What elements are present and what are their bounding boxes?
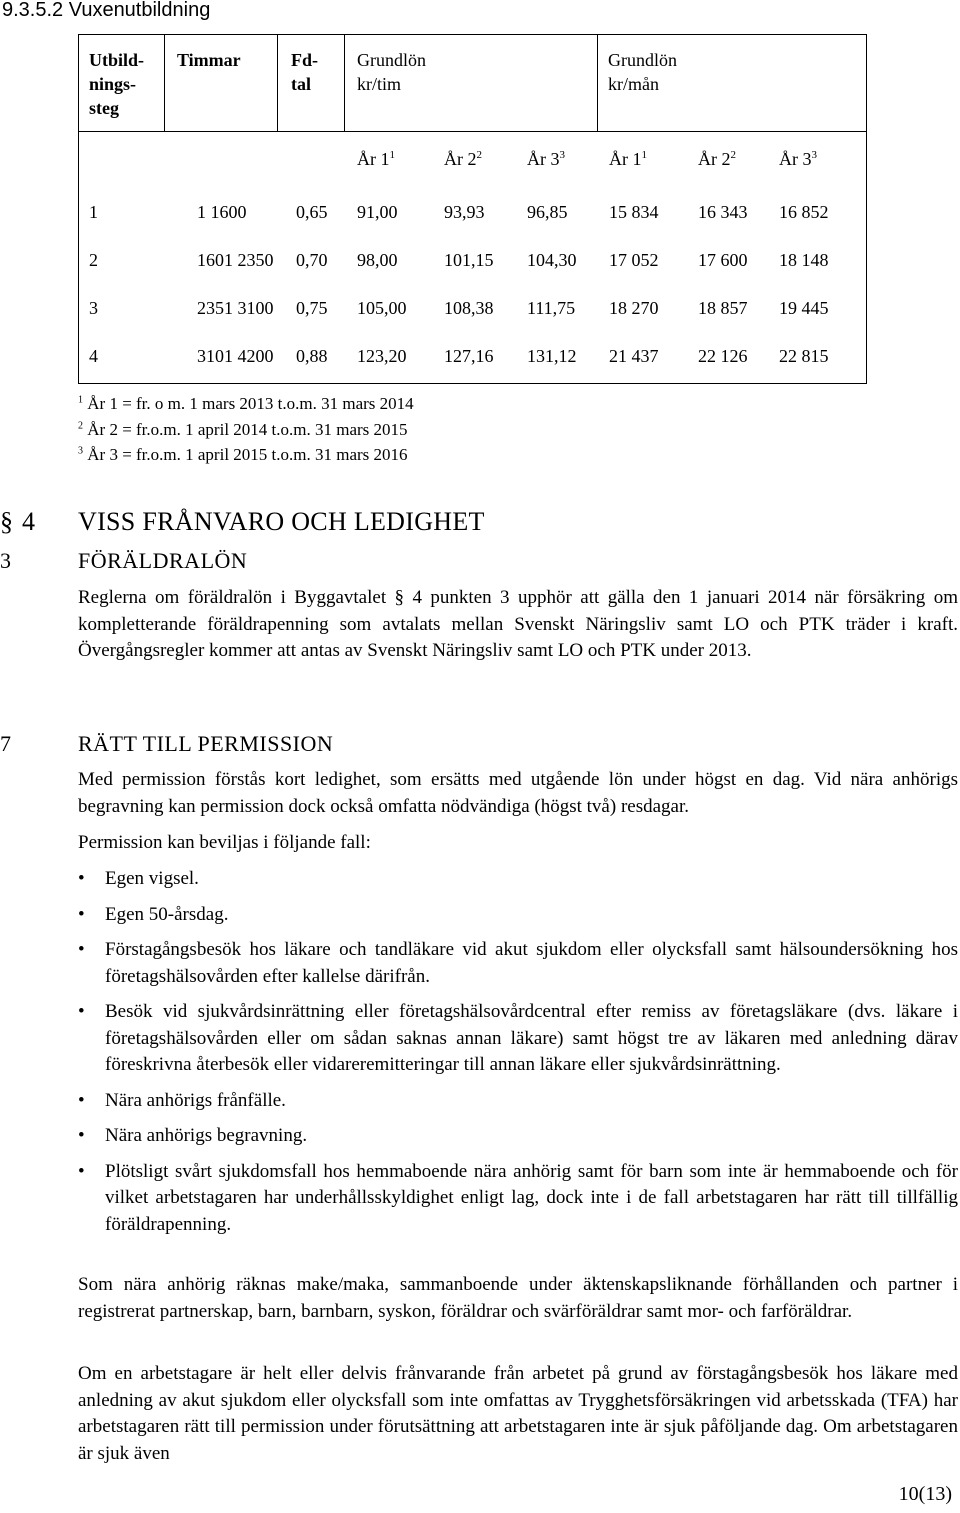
table-cell-t3: 104,30 — [527, 250, 577, 270]
table-cell-steg: 3 — [89, 298, 98, 318]
table-cell-t3: 111,75 — [527, 298, 576, 318]
year-label: År $2^2$ — [444, 149, 482, 169]
header-fdtal: Fd- tal — [291, 50, 318, 94]
year-label: År $1^1$ — [357, 149, 395, 169]
section-sign: § — [0, 507, 14, 536]
header-grundlon-man: Grundlön kr/mån — [608, 50, 677, 94]
table-cell-t1: 105,00 — [357, 298, 407, 318]
table-cell-m1: 15 834 — [609, 202, 659, 222]
table-cell-t2: 93,93 — [444, 202, 485, 222]
table-cell-timmar: 3101 4200 — [197, 346, 274, 366]
footnote: $^2$ År 2 = fr.o.m. 1 april 2014 t.o.m. 31 mars 2015 — [78, 420, 408, 439]
list-item: • Förstagångsbesök hos läkare och tandläkare vid akut sjukdom eller olycksfall samt hälsoundersökning hos företagshälsovården efter kallelse därifrån. — [78, 939, 958, 987]
table-cell-m2: 22 126 — [698, 346, 748, 366]
list-item: • Besök vid sjukvårdsinrättning eller företagshälsovårdcentral efter remiss av företagsläkare (dvs. läkare i företagshälsovården eller om sådan saknas annan läkare) samt högst tre av läkaren med anledning därav föreskrivna återbesök eller vidareremitteringar till annan läkare eller sjukvårdsinrättning. — [78, 1001, 958, 1075]
table-cell-m3: 22 815 — [779, 346, 829, 366]
list-item: • Nära anhörigs begravning. — [78, 1125, 308, 1146]
section-heading: 9.3.5.2 Vuxenutbildning — [2, 0, 211, 21]
table-cell-m3: 19 445 — [779, 298, 829, 318]
table-cell-fd: 0,75 — [296, 298, 328, 318]
footnote: $^1$ År 1 = fr. o m. 1 mars 2013 t.o.m. 31 mars 2014 — [78, 394, 414, 413]
table-cell-timmar: 1 1600 — [197, 202, 247, 222]
section-title: VISS FRÅNVARO OCH LEDIGHET — [78, 507, 485, 536]
table-cell-steg: 4 — [89, 346, 98, 366]
table-cell-m3: 16 852 — [779, 202, 829, 222]
section-number: 4 — [22, 507, 36, 536]
table-cell-timmar: 1601 2350 — [197, 250, 274, 270]
year-label: År $1^1$ — [609, 149, 647, 169]
table-cell-t2: 127,16 — [444, 346, 494, 366]
permission-cases-intro: Permission kan beviljas i följande fall: — [78, 832, 371, 853]
header-steg: Utbild- nings- steg — [89, 50, 145, 118]
table-cell-m2: 17 600 — [698, 250, 748, 270]
page-number: 10(13) — [898, 1483, 952, 1505]
table-cell-t1: 98,00 — [357, 250, 398, 270]
table-cell-t1: 123,20 — [357, 346, 407, 366]
table-cell-m1: 18 270 — [609, 298, 659, 318]
permission-list — [78, 866, 958, 1238]
subsection-7-heading: 7 RÄTT TILL PERMISSION — [0, 731, 334, 756]
subsection-3-heading: 3 FÖRÄLDRALÖN — [0, 548, 248, 573]
parental-pay-paragraph: Reglerna om föräldralön i Byggavtalet § 4 punkten 3 upphör att gälla den 1 januari 2014 när försäkring om kompletterande föräldrapenning som avtalats mellan Svenskt Näringsliv samt LO och PTK träder i kraft. Övergångsregler kommer att antas av Svenskt Näringsliv samt LO och PTK under 2013. — [78, 587, 958, 661]
year-label: År $2^2$ — [698, 149, 736, 169]
table-cell-m1: 17 052 — [609, 250, 659, 270]
table-cell-steg: 1 — [89, 202, 98, 222]
list-item: • Nära anhörigs frånfälle. — [78, 1089, 286, 1111]
header-grundlon-tim: Grundlön kr/tim — [357, 50, 426, 94]
year-label: År $3^3$ — [779, 149, 817, 169]
table-cell-t2: 101,15 — [444, 250, 494, 270]
table-cell-t3: 131,12 — [527, 346, 577, 366]
table-cell-t3: 96,85 — [527, 202, 568, 222]
permission-intro: Med permission förstås kort ledighet, som ersätts med utgående lön under högst en dag. Vid nära anhörigs begravning kan permission dock också omfatta nödvändiga (högst två) resdagar. — [78, 769, 958, 817]
table-cell-timmar: 2351 3100 — [197, 298, 274, 318]
table-cell-m2: 18 857 — [698, 298, 748, 318]
table-cell-fd: 0,65 — [296, 202, 328, 222]
header-timmar: Timmar — [177, 50, 241, 70]
salary-table — [78, 34, 867, 384]
table-cell-fd: 0,70 — [296, 250, 328, 270]
table-cell-steg: 2 — [89, 250, 98, 270]
table-cell-m3: 18 148 — [779, 250, 829, 270]
footnote: $^3$ År 3 = fr.o.m. 1 april 2015 t.o.m. 31 mars 2016 — [78, 445, 408, 464]
relatives-paragraph: Som nära anhörig räknas make/maka, sammanboende under äktenskapsliknande förhållanden och partner i registrerat partnerskap, barn, barnbarn, syskon, föräldrar och svärföräldrar samt mor- och farföräldrar. — [78, 1274, 958, 1322]
table-cell-m2: 16 343 — [698, 202, 748, 222]
year-label: År $3^3$ — [527, 149, 565, 169]
absence-paragraph: Om en arbetstagare är helt eller delvis frånvarande från arbetet på grund av förstagångsbesök hos läkare med anledning av akut sjukdom eller olycksfall som inte omfattas av Trygghetsförsäkringen vid arbetsskada (TFA) har arbetstagaren rätt till permission under förutsättning att arbetstagaren inte är sjuk påföljande dag. Om arbetstagaren är sjuk även — [78, 1363, 958, 1464]
list-item: • Egen 50-årsdag. — [78, 903, 229, 925]
table-cell-t1: 91,00 — [357, 202, 398, 222]
table-cell-fd: 0,88 — [296, 346, 328, 366]
list-item: • Egen vigsel. — [78, 868, 199, 889]
table-cell-t2: 108,38 — [444, 298, 494, 318]
table-cell-m1: 21 437 — [609, 346, 659, 366]
list-item: • Plötsligt svårt sjukdomsfall hos hemmaboende nära anhörig samt för barn som inte är hemmaboende och för vilket arbetstagaren har underhållsskyldighet enligt lag, dock inte i de fall arbetstagaren har rätt till tillfällig föräldrapenning. — [78, 1160, 958, 1235]
